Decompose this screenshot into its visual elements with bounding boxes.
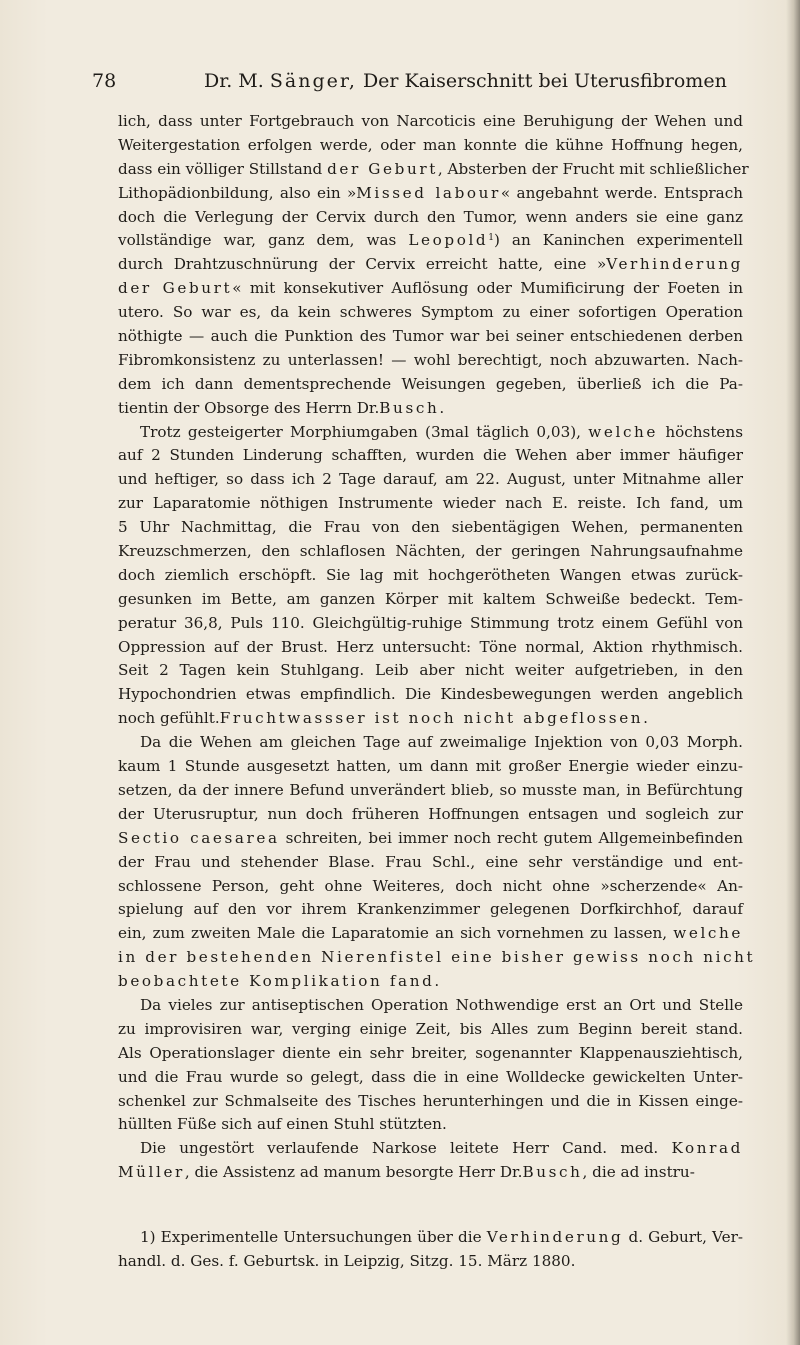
body-line: Weitergestation erfolgen werde, oder man konnte die kühne Hoffnung hegen, <box>118 135 743 154</box>
body-line: dem ich dann dementsprechende Weisungen gegeben, überließ ich die Pa- <box>118 374 743 393</box>
body-line: in der bestehenden Nierenfistel eine bisher gewiss noch nicht <box>118 948 756 967</box>
body-line: lich, dass unter Fortgebrauch von Narcoticis eine Beruhigung der Wehen und <box>118 112 743 130</box>
body-line: peratur 36,8, Puls 110. Gleichgültig-ruhige Stimmung trotz einem Gefühl von <box>118 613 743 632</box>
body-line: Sectio caesarea schreiten, bei immer noch recht gutem Allgemeinbefinden <box>118 828 743 847</box>
body-line: schlossene Person, geht ohne Weiteres, doch nicht ohne »scherzende« An- <box>118 876 743 895</box>
body-line: Kreuzschmerzen, den schlaflosen Nächten, der geringen Nahrungsaufnahme <box>118 542 743 561</box>
body-line: Trotz gesteigerter Morphiumgaben (3mal täglich 0,03), welche höchstens <box>140 422 743 441</box>
footnotes <box>118 1226 743 1274</box>
body-line: Hypochondrien etwas empfindlich. Die Kindesbewegungen werden angeblich <box>118 685 743 704</box>
running-header <box>92 70 752 100</box>
body-line: doch die Verlegung der Cervix durch den Tumor, wenn anders sie eine ganz <box>118 207 743 226</box>
body-line: und heftiger, so dass ich 2 Tage darauf, am 22. August, unter Mitnahme aller <box>118 470 743 489</box>
body-line: der Uterusruptur, nun doch früheren Hoffnungen entsagen und sogleich zur <box>118 804 743 823</box>
body-line: hüllten Füße sich auf einen Stuhl stützten. <box>118 1115 447 1134</box>
body-line: zur Laparatomie nöthigen Instrumente wieder nach E. reiste. Ich fand, um <box>118 494 743 513</box>
body-line: zu improvisiren war, verging einige Zeit, bis Alles zum Beginn bereit stand. <box>118 1019 743 1038</box>
body-line: der Geburt« mit konsekutiver Auflösung oder Mumificirung der Foeten in <box>118 279 743 298</box>
running-title <box>204 70 727 92</box>
body-line: doch ziemlich erschöpft. Sie lag mit hochgerötheten Wangen etwas zurück- <box>118 565 743 584</box>
body-line: Oppression auf der Brust. Herz untersucht: Töne normal, Aktion rhythmisch. <box>118 637 743 656</box>
body-line: und die Frau wurde so gelegt, dass die in eine Wolldecke gewickelten Unter- <box>118 1067 743 1086</box>
body-text <box>118 110 756 1185</box>
body-line: schenkel zur Schmalseite des Tisches herunterhingen und die in Kissen einge- <box>118 1091 743 1110</box>
body-line: Lithopädionbildung, also ein »Missed labour« angebahnt werde. Entsprach <box>118 183 744 202</box>
body-line: durch Drahtzuschnürung der Cervix erreicht hatte, eine »Verhinderung <box>118 255 743 274</box>
header-title: Der Kaiserschnitt bei Uterusfibromen <box>362 70 727 92</box>
body-line: 5 Uhr Nachmittag, die Frau von den siebentägigen Wehen, permanenten <box>118 518 743 537</box>
body-line: ein, zum zweiten Male die Laparatomie an sich vornehmen zu lassen, welche <box>118 924 743 943</box>
body-line: Fibromkonsistenz zu unterlassen! — wohl berechtigt, noch abzuwarten. Nach- <box>118 350 743 369</box>
body-line: spielung auf den vor ihrem Krankenzimmer gelegenen Dorfkirchhof, darauf <box>118 900 743 919</box>
body-line: kaum 1 Stunde ausgesetzt hatten, um dann mit großer Energie wieder einzu- <box>118 757 743 776</box>
body-line: Seit 2 Tagen kein Stuhlgang. Leib aber nicht weiter aufgetrieben, in den <box>118 661 743 680</box>
body-line: gesunken im Bette, am ganzen Körper mit kaltem Schweiße bedeckt. Tem- <box>118 589 743 608</box>
body-line: Da die Wehen am gleichen Tage auf zweimalige Injektion von 0,03 Morph. <box>140 733 743 752</box>
footnote-line: 1) Experimentelle Untersuchungen über die Verhinderung d. Geburt, Ver- <box>140 1228 743 1246</box>
body-line: utero. So war es, da kein schweres Symptom zu einer sofortigen Operation <box>118 303 743 322</box>
body-line: Da vieles zur antiseptischen Operation Nothwendige erst an Ort und Stelle <box>140 995 743 1014</box>
body-line: setzen, da der innere Befund unverändert blieb, so musste man, in Befürchtung <box>118 780 743 799</box>
body-line: dass ein völliger Stillstand der Geburt, Absterben der Frucht mit schließlicher <box>118 159 749 178</box>
body-line: Müller , die Assistenz ad manum besorgte Herr Dr. Busch , die ad instru- <box>118 1163 695 1182</box>
body-line: nöthigte — auch die Punktion des Tumor war bei seiner entschiedenen derben <box>118 327 743 346</box>
body-line: vollständige war, ganz dem, was Leopold$^1$) an Kaninchen experimentell <box>118 231 744 250</box>
footnote-line: handl. d. Ges. f. Geburtsk. in Leipzig, Sitzg. 15. März 1880. <box>118 1251 576 1270</box>
author-name: Sänger, <box>269 70 357 92</box>
body-line: auf 2 Stunden Linderung schafften, wurden die Wehen aber immer häufiger <box>118 446 743 465</box>
body-line: Die ungestört verlaufende Narkose leitete Herr Cand. med. Konrad <box>140 1139 743 1158</box>
body-line: beobachtete Komplikation fand . <box>118 972 440 991</box>
body-line: Als Operationslager diente ein sehr breiter, sogenannter Klappenausziehtisch, <box>118 1043 743 1062</box>
body-line: der Frau und stehender Blase. Frau Schl., eine sehr verständige und ent- <box>118 852 743 871</box>
body-line: tientin der Obsorge des Herrn Dr. Busch . <box>118 398 445 417</box>
page-number: 78 <box>92 70 117 92</box>
page-spine-shadow <box>786 0 800 1345</box>
body-line: noch gefühlt. Fruchtwassser ist noch nicht abgeflossen . <box>118 709 648 728</box>
author-prefix: Dr. M. <box>204 70 264 92</box>
